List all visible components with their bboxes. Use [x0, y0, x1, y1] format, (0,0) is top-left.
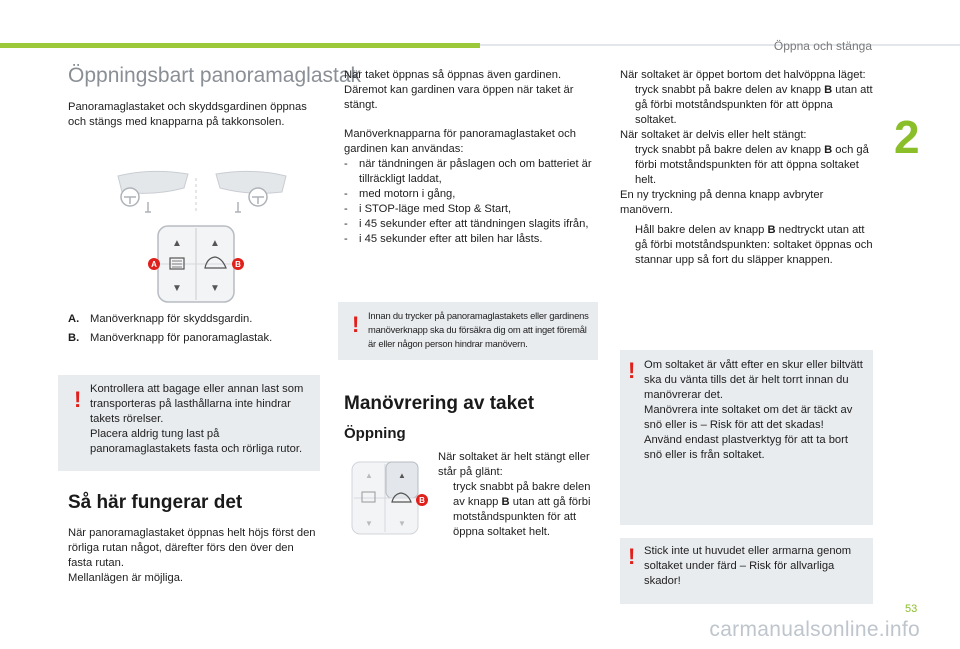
how-it-works-heading: Så här fungerar det — [68, 492, 243, 513]
warning-text: Kontrollera att bagage eller annan last som transporteras på lasthållarna inte hindrar takets rörelser. — [90, 383, 304, 425]
warning-icon: ! — [628, 544, 636, 569]
figure-legend — [68, 312, 318, 350]
roof-console-figure — [110, 166, 300, 308]
label-b-text: B — [235, 260, 241, 269]
arrow-bullet-icon — [438, 480, 453, 540]
section-title: Öppna och stänga — [773, 39, 872, 53]
list-item: - i STOP-läge med Stop & Start, — [344, 203, 512, 215]
opening-instructions — [438, 450, 598, 540]
dash-bullet: - — [344, 233, 348, 245]
header-accent-bar — [0, 43, 480, 48]
dash-bullet: - — [344, 188, 348, 200]
warning-text: Stick inte ut huvudet eller armarna genom soltaket under färd – Risk för allvarliga skador! — [644, 545, 852, 587]
svg-text:▲: ▲ — [172, 238, 182, 249]
warning-text: Innan du trycker på panoramaglastakets eller gardinens manöverknapp ska du försäkra dig om att inget föremål är eller någon person hindrar manövern. — [368, 310, 589, 349]
dash-bullet: - — [344, 158, 348, 170]
warning-box-load — [58, 375, 320, 471]
dash-bullet: - — [344, 218, 348, 230]
how-paragraph: När panoramaglastaket öppnas helt höjs först den rörliga rutan något, därefter förs den över den fasta rutan. — [68, 527, 316, 569]
label-b-text: B — [419, 496, 425, 505]
page-title: Öppningsbart panoramaglastak — [68, 64, 362, 87]
warning-icon: ! — [352, 312, 360, 337]
roof-control-panel — [158, 226, 234, 302]
svg-text:▼: ▼ — [398, 519, 406, 528]
svg-text:▼: ▼ — [365, 519, 373, 528]
svg-text:▲: ▲ — [210, 238, 220, 249]
arrow-bullet-icon — [620, 83, 635, 128]
list-item: - med motorn i gång, — [344, 188, 456, 200]
warning-text: Använd endast plastverktyg för att ta bort snö eller is från soltaket. — [644, 434, 848, 461]
list-item: - i 45 sekunder efter att bilen har låsts. — [344, 233, 543, 245]
how-paragraph: Mellanlägen är möjliga. — [68, 572, 184, 584]
page-number: 53 — [905, 603, 918, 615]
warning-icon: ! — [74, 387, 82, 412]
legend-row-b — [68, 331, 318, 346]
arrow-bullet-icon — [620, 223, 635, 268]
warning-text: Placera aldrig tung last på panoramaglastakets fasta och rörliga rutor. — [90, 428, 303, 455]
paragraph: En ny tryckning på denna knapp avbryter manövern. — [620, 189, 824, 216]
legend-key: B. — [68, 332, 80, 344]
watermark: carmanualsonline.info — [709, 618, 920, 641]
svg-text:▼: ▼ — [172, 283, 182, 294]
warning-text: Manövrera inte soltaket om det är täckt av snö eller is – Risk för att det skadas! — [644, 404, 853, 431]
legend-row-a — [68, 312, 318, 327]
column3-text — [620, 68, 874, 268]
list-item: - när tändningen är påslagen och om batteriet är tillräckligt laddat, — [344, 158, 592, 185]
chapter-number: 2 — [894, 111, 920, 163]
paragraph: När soltaket är delvis eller helt stängt: — [620, 129, 807, 141]
opening-heading: Öppning — [344, 425, 406, 442]
warning-icon: ! — [628, 358, 636, 383]
paragraph: När soltaket är öppet bortom det halvöppna läget: — [620, 69, 866, 81]
list-item: tryck snabbt på bakre delen av knapp B och gå förbi motståndspunkten för att öppna soltaket helt. — [620, 143, 874, 188]
svg-text:▼: ▼ — [210, 283, 220, 294]
usage-conditions-list — [344, 157, 602, 247]
list-item: Håll bakre delen av knapp B nedtryckt utan att gå förbi motståndspunkten: soltaket öppnas och stannar upp så fort du släpper knappen. — [620, 223, 874, 268]
svg-text:▲: ▲ — [398, 471, 406, 480]
warning-box-wet-roof — [620, 350, 873, 525]
buttons-usage-intro: Manöverknapparna för panoramaglastaket och gardinen kan användas: — [344, 128, 576, 155]
header-rule — [480, 44, 960, 46]
list-item: tryck snabbt på bakre delen av knapp B utan att gå förbi motståndspunkten för att öppna soltaket helt. — [438, 480, 598, 540]
dash-bullet: - — [344, 203, 348, 215]
how-it-works-text — [68, 526, 320, 586]
label-a-text: A — [151, 260, 157, 269]
list-item: tryck snabbt på bakre delen av knapp B utan att gå förbi motståndspunkten för att öppna soltaket. — [620, 83, 874, 128]
arrow-bullet-icon — [620, 143, 635, 188]
legend-key: A. — [68, 313, 80, 325]
intro-paragraph: Panoramaglastaket och skyddsgardinen öppnas och stängs med knapparna på takkonsolen. — [68, 101, 307, 128]
warning-box-obstruction — [338, 302, 598, 360]
legend-text: Manöverknapp för panoramaglastak. — [90, 332, 273, 344]
svg-text:▲: ▲ — [365, 471, 373, 480]
maneuver-heading: Manövrering av taket — [344, 393, 535, 414]
warning-text: Om soltaket är vått efter en skur eller biltvätt ska du vänta tills det är helt torrt innan du manövrerar det. — [644, 359, 863, 401]
opening-button-figure — [348, 458, 428, 538]
right-reading-lamp — [216, 171, 286, 212]
left-reading-lamp — [118, 171, 188, 212]
warning-box-head-arms — [620, 538, 873, 604]
list-item: - i 45 sekunder efter att tändningen slagits ifrån, — [344, 218, 589, 230]
opening-intro: När soltaket är helt stängt eller står på glänt: — [438, 451, 590, 478]
legend-text: Manöverknapp för skyddsgardin. — [90, 313, 253, 325]
gardin-paragraph: När taket öppnas så öppnas även gardinen. Däremot kan gardinen vara öppen när taket är stängt. — [344, 69, 574, 111]
